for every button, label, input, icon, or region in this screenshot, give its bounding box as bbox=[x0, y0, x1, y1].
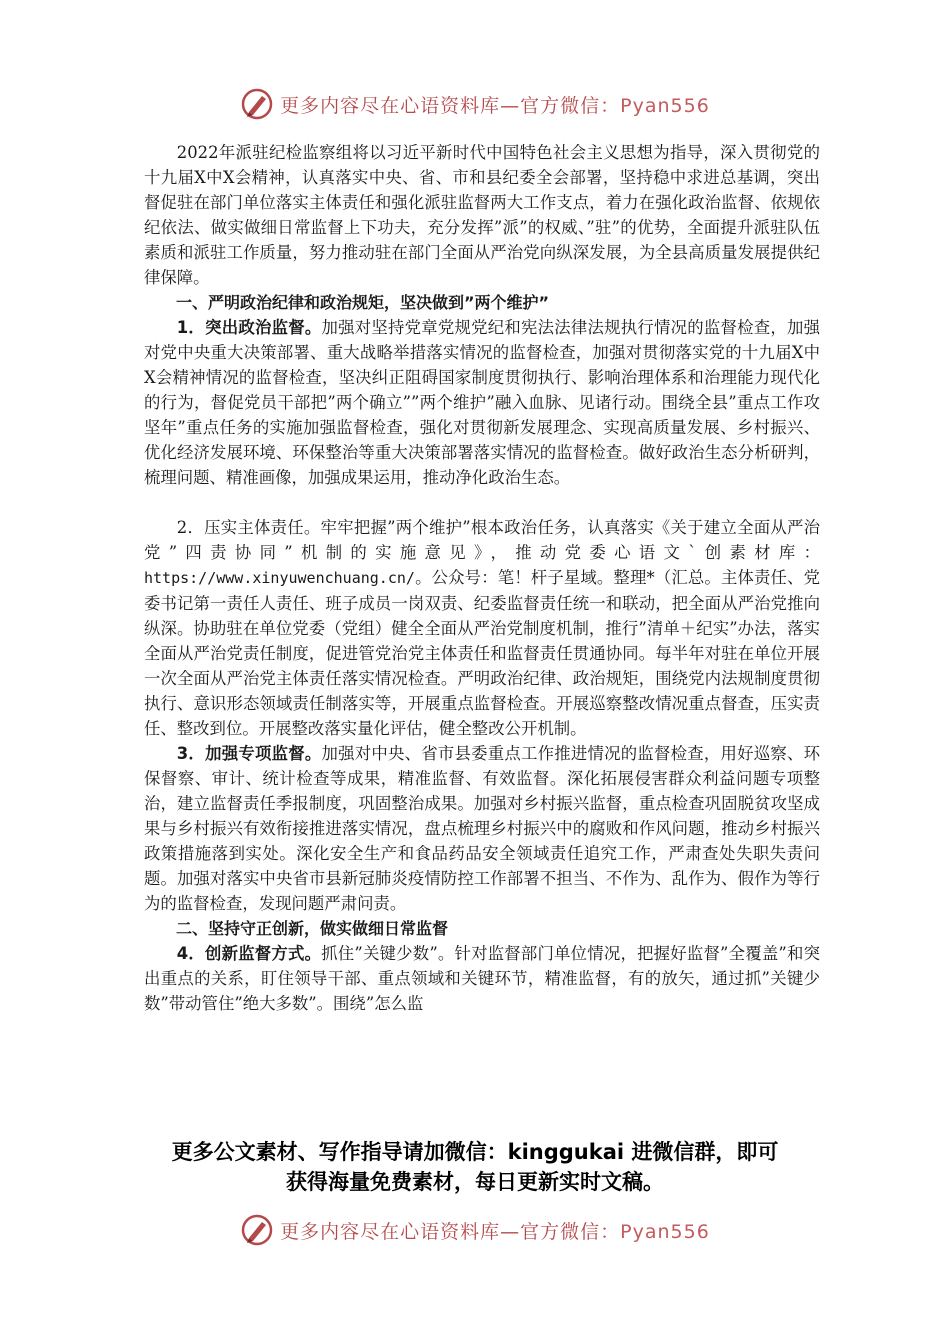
paragraph-1 bbox=[144, 315, 820, 490]
paragraph-1-body: 加强对坚持党章党规党纪和宪法法律法规执行情况的监督检查，加强对党中央重大决策部署、重大战略举措落实情况的监督检查，加强对贯彻落实党的十九届X中X会精神情况的监督检查，坚决纠正阻碍国家制度贯彻执行、影响治理体系和治理能力现代化的行为，督促党员干部把”两个确立””两个维护”融入血脉、见诸行动。围绕全县”重点工作攻坚年”重点任务的实施加强监督检查，强化对贯彻新发展理念、实现高质量发展、乡村振兴、优化经济发展环境、环保整治等重大决策部署落实情况的监督检查。做好政治生态分析研判，梳理问题、精准画像，加强成果运用，推动净化政治生态。 bbox=[144, 318, 821, 487]
paragraph-2-text-b: 。公众号：笔！杆子星域。整理*（汇总。主体责任、党委书记第一责任人责任、班子成员一岗双责、纪委监督责任统一和联动，把全面从严治党推向纵深。协助驻在单位党委（党组）健全全面从严治党制度机制，推行”清单＋纪实”办法，落实全面从严治党责任制度，促进管党治党主体责任和监督责任贯通协同。每半年对驻在单位开展一次全面从严治党主体责任落实情况检查。严明政治纪律、政治规矩，围绕党内法规制度贯彻执行、意识形态领域责任制落实等，开展重点监督检查。开展巡察整改情况重点督查，压实责任、整改到位。开展整改落实量化评估，健全整改公开机制。 bbox=[144, 568, 820, 738]
brand-text: 更多内容尽在心语资料库—官方微信：Pyan556 bbox=[280, 1220, 710, 1243]
section-heading-2: 二、坚持守正创新，做实做细日常监督 bbox=[176, 919, 449, 938]
pen-logo-icon bbox=[240, 87, 274, 121]
paragraph-2 bbox=[144, 515, 820, 741]
footer-watermark bbox=[0, 1208, 950, 1252]
paragraph-2-url: https://www.xinyuwenchuang.cn/ bbox=[144, 569, 415, 587]
paragraph-3-lead: 3．加强专项监督。 bbox=[176, 744, 322, 763]
promo-banner bbox=[0, 1137, 950, 1197]
paragraph-1-lead: 1．突出政治监督。 bbox=[176, 318, 322, 337]
intro-paragraph: 2022年派驻纪检监察组将以习近平新时代中国特色社会主义思想为指导，深入贯彻党的十九届X中X会精神，认真落实中央、省、市和县纪委全会部署，坚持稳中求进总基调，突出督促驻在部门单位落实主体责任和强化派驻监督两大工作支点，着力在强化政治监督、依规依纪依法、做实做细日常监督上下功夫，充分发挥”派”的权威、”驻”的优势，全面提升派驻队伍素质和派驻工作质量，努力推动驻在部门全面从严治党向纵深发展，为全县高质量发展提供纪律保障。 bbox=[144, 143, 820, 287]
brand-text: 更多内容尽在心语资料库—官方微信：Pyan556 bbox=[280, 94, 710, 117]
header-watermark bbox=[0, 82, 950, 126]
section-heading-1: 一、严明政治纪律和政治规矩，坚决做到”两个维护” bbox=[176, 293, 550, 312]
promo-line-2: 获得海量免费素材，每日更新实时文稿。 bbox=[286, 1170, 664, 1194]
paragraph-3 bbox=[144, 741, 820, 916]
brand-wechat-id: Pyan556 bbox=[620, 1220, 710, 1243]
paragraph-4-lead: 4．创新监督方式。 bbox=[176, 944, 322, 963]
pen-logo-icon bbox=[240, 1213, 274, 1247]
promo-line-1: 更多公文素材、写作指导请加微信：kinggukai 进微信群，即可 bbox=[171, 1140, 779, 1164]
paragraph-4 bbox=[144, 941, 820, 1016]
paragraph-2-text-a: 2．压实主体责任。牢牢把握”两个维护”根本政治任务，认真落实《关于建立全面从严治党”四责协同”机制的实施意见》，推动党委心语文`创素材库： bbox=[144, 518, 820, 562]
brand-wechat-id: Pyan556 bbox=[620, 94, 710, 117]
document-body bbox=[144, 140, 820, 1016]
paragraph-3-body: 加强对中央、省市县委重点工作推进情况的监督检查，用好巡察、环保督察、审计、统计检查等成果，精准监督、有效监督。深化拓展侵害群众利益问题专项整治，建立监督责任季报制度，巩固整治成果。加强对乡村振兴监督，重点检查巩固脱贫攻坚成果与乡村振兴有效衔接推进落实情况，盘点梳理乡村振兴中的腐败和作风问题，推动乡村振兴政策措施落到实处。深化安全生产和食品药品安全领域责任追究工作，严肃查处失职失责问题。加强对落实中央省市县新冠肺炎疫情防控工作部署不担当、不作为、乱作为、假作为等行为的监督检查，发现问题严肃问责。 bbox=[144, 744, 821, 913]
paragraph-4-body: 抓住”关键少数”。针对监督部门单位情况，把握好监督”全覆盖”和突出重点的关系，盯住领导干部、重点领域和关键环节，精准监督，有的放矢，通过抓”关键少数”带动管住”绝大多数”。围绕”怎么监 bbox=[144, 944, 820, 1013]
